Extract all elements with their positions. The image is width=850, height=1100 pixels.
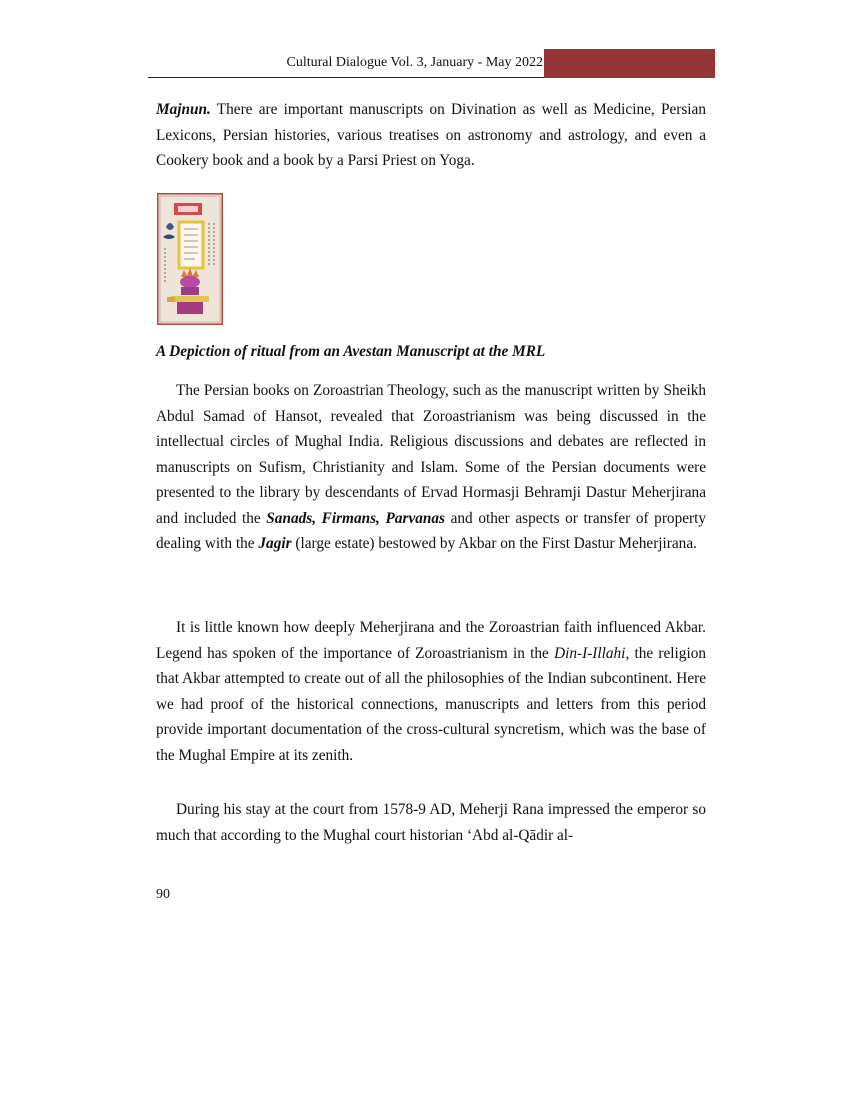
paragraph-zoroastrian-theology [156,378,706,557]
header-rule [148,77,544,78]
term-jagir: Jagir [258,535,292,552]
paragraph-text: There are important manuscripts on Divination as well as Medicine, Persian Lexicons, Persian histories, various treatises on astronomy and astrology, and even a Cookery book and a book by a Parsi Priest on Yoga. [156,101,706,169]
term-sanads-firmans-parvanas: Sanads, Firmans, Parvanas [266,509,445,527]
paragraph-text: It is little known how deeply Meherjirana and the Zoroastrian faith influenced Akbar. Legend has spoken of the importance of Zoroastrianism in the [156,619,706,662]
lead-term-majnun: Majnun. [156,101,211,118]
term-din-i-illahi: Din-I-Illahi [554,644,626,662]
avestan-manuscript-image [157,193,223,325]
running-header [148,48,715,79]
running-title: Cultural Dialogue Vol. 3, January - May 2022 [286,55,543,70]
header-accent-bar [544,49,715,78]
paragraph-text: and other aspects or transfer of property dealing with the [156,509,707,552]
paragraph-akbar-influence [156,615,706,768]
page-number: 90 [156,887,170,902]
paragraph-text: The Persian books on Zoroastrian Theology, such as the manuscript written by Sheikh Abdul Samad of Hansot, revealed that Zoroastrianism was being discussed in the intellectual circles of Mughal India. Religious discussions and debates are reflected in manuscripts on Sufism, Christianity and Islam. Some of the Persian documents were presented to the library by descendants of Ervad Hormasji Behramji Dastur Meherjirana and included the [156,382,706,527]
paragraph-text: (large estate) bestowed by Akbar on the First Dastur Meherjirana. [291,535,697,552]
paragraph-meherji-rana [156,797,706,848]
paragraph-divination [156,97,706,174]
figure-caption: A Depiction of ritual from an Avestan Manuscript at the MRL [156,343,546,360]
paragraph-text: , the religion that Akbar attempted to create out of all the philosophies of the Indian subcontinent. Here we had proof of the historical connections, manuscripts and letters from this period provide important documentation of the cross-cultural syncretism, which was the base of the Mughal Empire at its zenith. [156,644,706,764]
paragraph-text: During his stay at the court from 1578-9 AD, Meherji Rana impressed the emperor so much that according to the Mughal court historian ‘Abd al-Qādir al- [156,801,706,844]
